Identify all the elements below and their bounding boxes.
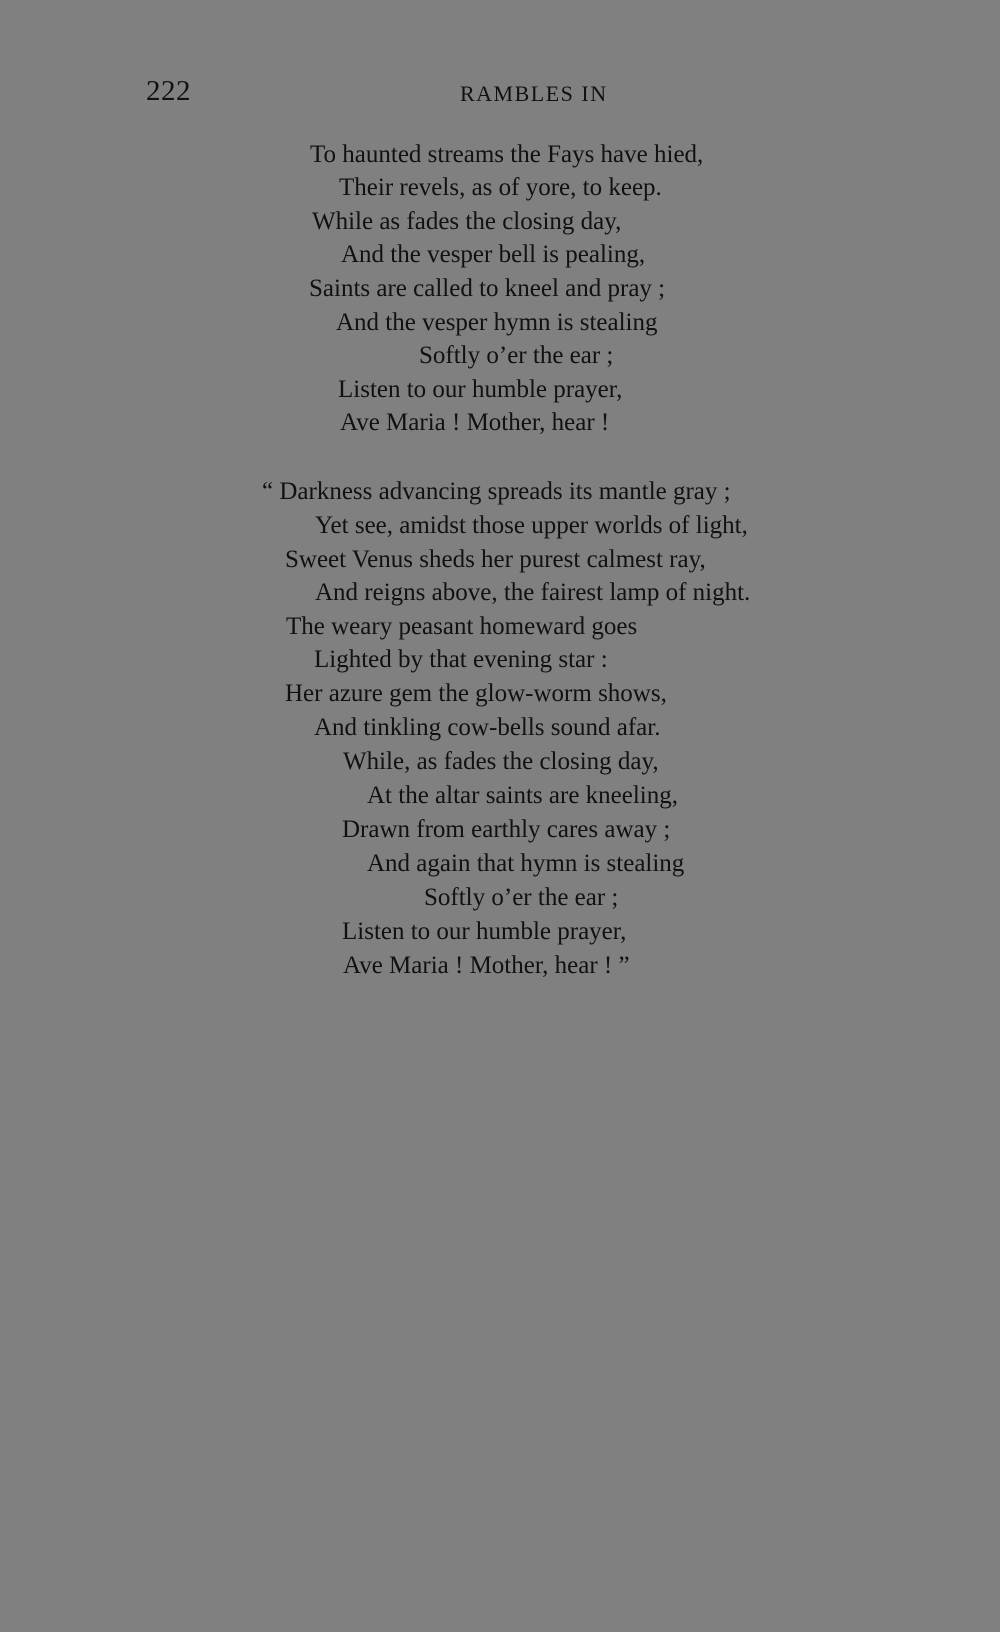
poem-line: Listen to our humble prayer, (342, 918, 627, 945)
poem-line: Their revels, as of yore, to keep. (339, 174, 662, 201)
page-number: 222 (146, 75, 191, 107)
poem-line: Drawn from earthly cares away ; (342, 816, 671, 843)
poem-line: While as fades the closing day, (312, 208, 622, 235)
poem-line: “ Darkness advancing spreads its mantle gray ; (262, 478, 731, 505)
poem-line: While, as fades the closing day, (343, 748, 659, 775)
poem-line: To haunted streams the Fays have hied, (310, 141, 704, 168)
poem-line: Listen to our humble prayer, (338, 376, 623, 403)
poem-line: And the vesper bell is pealing, (341, 241, 646, 268)
poem-line: Softly o’er the ear ; (424, 884, 619, 911)
poem-line: Yet see, amidst those upper worlds of light, (315, 512, 748, 539)
poem-line: Ave Maria ! Mother, hear ! (340, 409, 610, 436)
poem-line: And tinkling cow-bells sound afar. (314, 714, 661, 741)
poem-line: Sweet Venus sheds her purest calmest ray, (285, 546, 706, 573)
poem-line: The weary peasant homeward goes (286, 613, 638, 640)
poem-line: Lighted by that evening star : (314, 646, 608, 673)
poem-line: Softly o’er the ear ; (419, 342, 614, 369)
poem-line: Her azure gem the glow-worm shows, (285, 680, 667, 707)
running-title: RAMBLES IN (460, 81, 608, 106)
poem-line: At the altar saints are kneeling, (367, 782, 678, 809)
poem-line: And reigns above, the fairest lamp of night. (315, 579, 751, 606)
poem-line: Saints are called to kneel and pray ; (309, 275, 666, 302)
poem-line: And again that hymn is stealing (367, 850, 685, 877)
poem-line: And the vesper hymn is stealing (336, 309, 658, 336)
poem-line: Ave Maria ! Mother, hear ! ” (343, 952, 630, 979)
